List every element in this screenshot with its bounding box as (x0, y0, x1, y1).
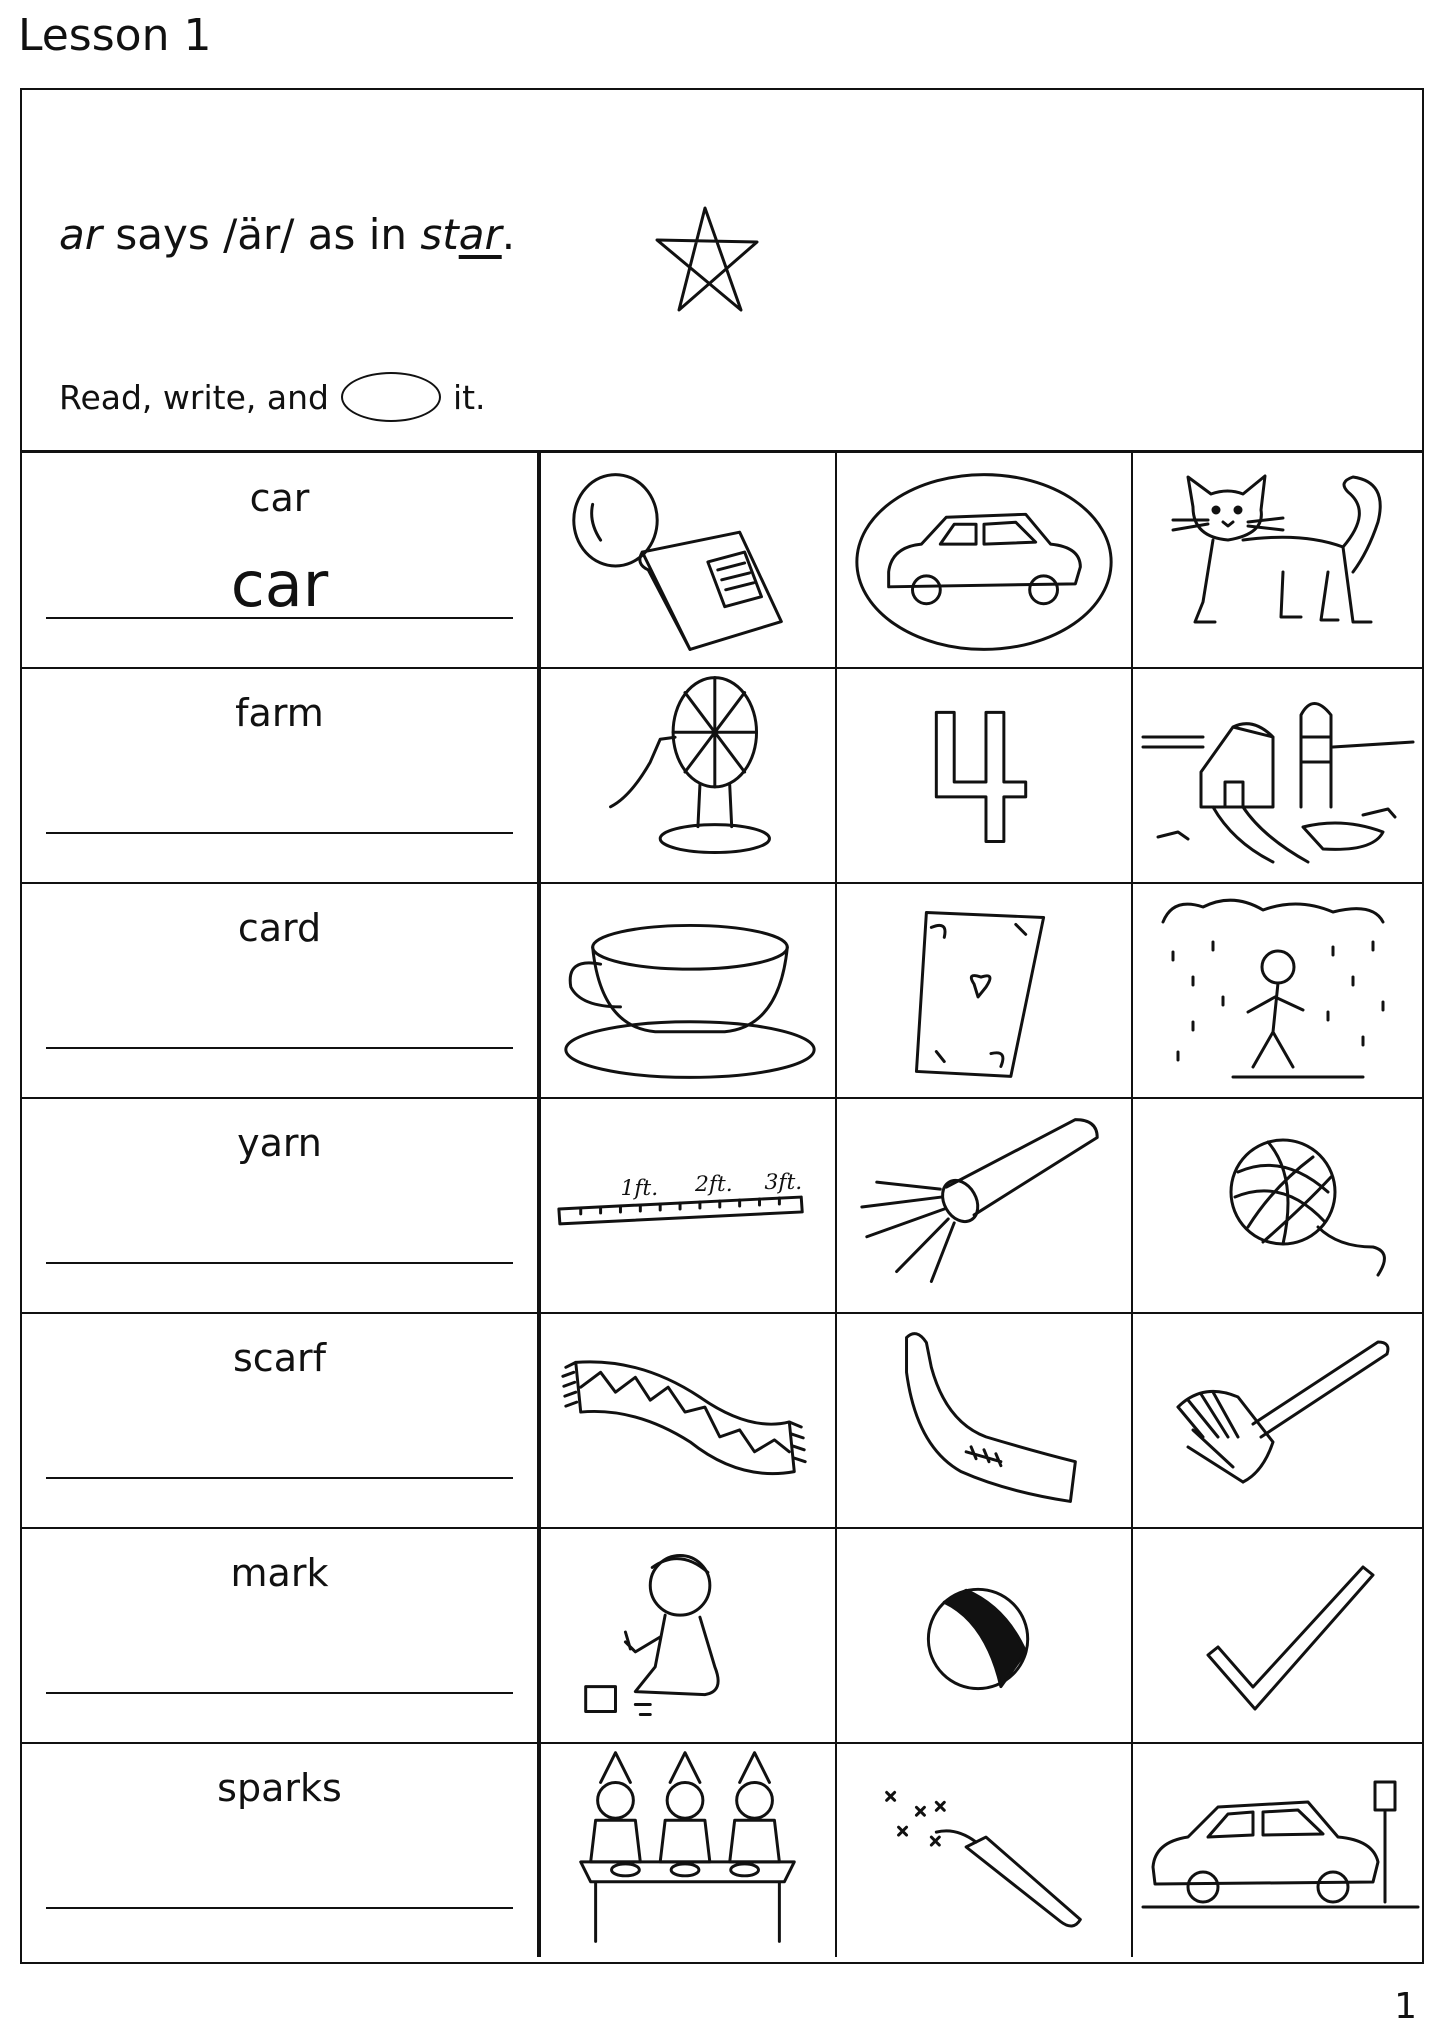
picture-option[interactable] (837, 1527, 1133, 1742)
word-row (22, 1742, 1422, 1957)
picture-option[interactable] (837, 1742, 1133, 1957)
picture-option[interactable] (541, 1527, 837, 1742)
rule-header (22, 90, 1422, 453)
star-icon (647, 200, 767, 320)
word-row (22, 1312, 1422, 1529)
picture-option[interactable] (541, 452, 837, 667)
word-label: mark (230, 1551, 329, 1595)
word-row (22, 452, 1422, 669)
fan-icon (541, 667, 835, 882)
ball-icon (837, 1527, 1131, 1742)
picture-option[interactable] (1133, 1527, 1423, 1742)
write-line[interactable] (46, 1692, 513, 1694)
picture-option[interactable] (837, 1312, 1133, 1527)
word-row (22, 667, 1422, 884)
word-cell (22, 1527, 541, 1742)
word-label: scarf (233, 1336, 326, 1380)
picture-option[interactable] (1133, 1097, 1423, 1312)
page-number: 1 (1394, 1986, 1417, 2027)
circle-oval-icon (341, 372, 441, 422)
word-label: card (237, 906, 322, 950)
picture-option[interactable] (1133, 882, 1423, 1097)
word-row (22, 882, 1422, 1099)
playing-card-icon (837, 882, 1131, 1097)
write-line[interactable] (46, 1262, 513, 1264)
worksheet-frame (20, 88, 1424, 1964)
write-line[interactable] (46, 1047, 513, 1049)
rule-pattern: ar (59, 210, 103, 259)
ruler-label: 1ft. (620, 1176, 659, 1202)
picture-option[interactable] (541, 1097, 837, 1312)
word-label: sparks (217, 1766, 342, 1810)
word-row (22, 1527, 1422, 1744)
write-line[interactable] (46, 832, 513, 834)
arm-icon (837, 1312, 1131, 1527)
checkmark-icon (1133, 1527, 1423, 1742)
child-icon (541, 1527, 835, 1742)
picture-option[interactable] (1133, 1742, 1423, 1957)
cat-icon (1133, 452, 1423, 667)
four-icon (837, 667, 1131, 882)
write-line[interactable] (46, 1907, 513, 1909)
picture-option[interactable] (541, 1742, 837, 1957)
firecracker-icon (837, 1742, 1131, 1957)
word-cell (22, 452, 541, 667)
word-cell (22, 667, 541, 882)
party-icon (541, 1742, 835, 1957)
ruler-icon (541, 1097, 835, 1312)
picture-option[interactable] (1133, 1312, 1423, 1527)
cup-icon (541, 882, 835, 1097)
ruler-label: 2ft. (694, 1172, 733, 1198)
flashlight-icon (837, 1097, 1131, 1312)
rain-icon (1133, 882, 1423, 1097)
word-cell (22, 1742, 541, 1957)
rule-example: star (420, 210, 502, 259)
word-label: farm (235, 691, 324, 735)
picture-option[interactable] (1133, 452, 1423, 667)
can-icon (541, 452, 835, 667)
word-cell (22, 1097, 541, 1312)
write-line[interactable] (46, 617, 513, 619)
parked-car-icon (1133, 1742, 1423, 1957)
instructions: Read, write, and it. (59, 372, 486, 422)
car-icon (837, 452, 1131, 667)
picture-option[interactable] (837, 882, 1133, 1097)
picture-option[interactable] (541, 667, 837, 882)
word-cell (22, 1312, 541, 1527)
word-cell (22, 882, 541, 1097)
rule-middle: says /är/ as in (102, 210, 421, 259)
scarf-icon (541, 1312, 835, 1527)
ruler-label: 3ft. (764, 1170, 803, 1196)
picture-option[interactable] (837, 1097, 1133, 1312)
picture-option[interactable] (541, 882, 837, 1097)
word-label: yarn (237, 1121, 322, 1165)
picture-option[interactable] (837, 452, 1133, 667)
picture-option[interactable] (837, 667, 1133, 882)
word-label: car (249, 476, 310, 520)
farm-icon (1133, 667, 1423, 882)
phonics-rule: ar says /är/ as in star. (59, 210, 516, 259)
picture-option[interactable] (1133, 667, 1423, 882)
write-line[interactable] (46, 1477, 513, 1479)
word-row (22, 1097, 1422, 1314)
picture-option[interactable] (541, 1312, 837, 1527)
written-word: car (230, 548, 329, 621)
lesson-title: Lesson 1 (18, 10, 212, 61)
rake-icon (1133, 1312, 1423, 1527)
yarn-ball-icon (1133, 1097, 1423, 1312)
